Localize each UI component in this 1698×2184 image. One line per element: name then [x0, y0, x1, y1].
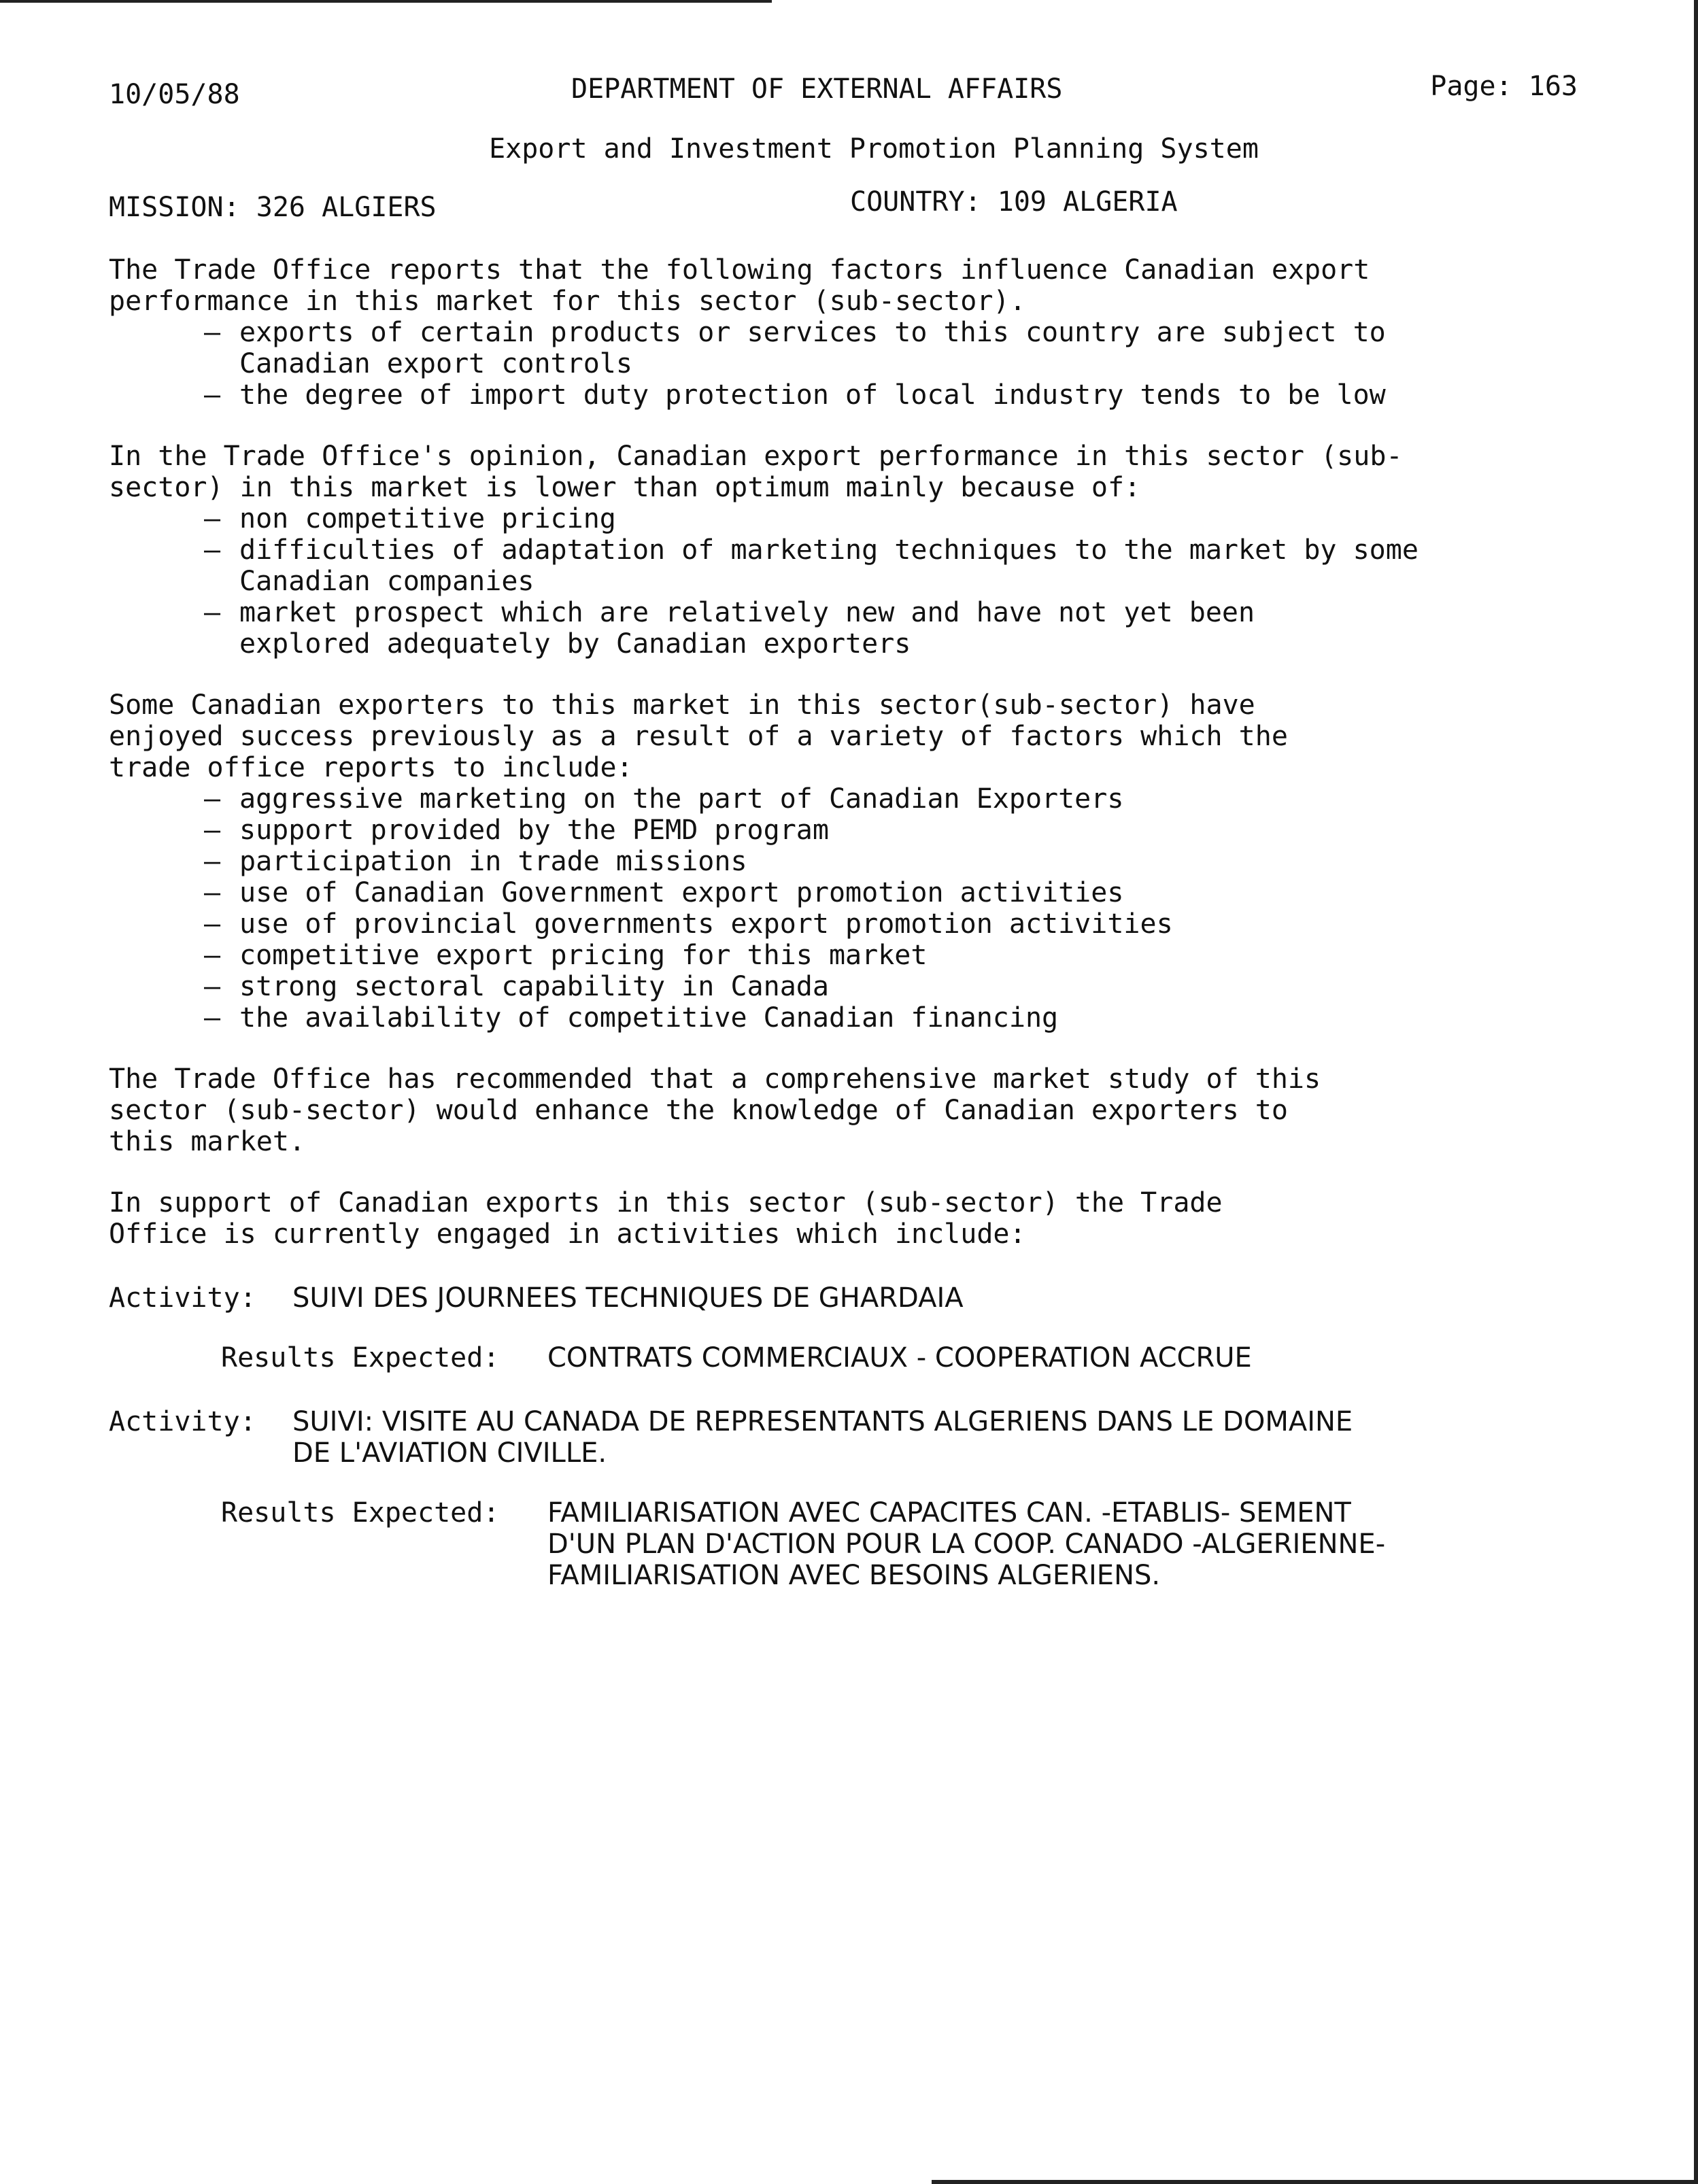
support-intro: In support of Canadian exports in this sector (sub-sector) the Trade Office is currently engaged in activities which include:: [109, 1187, 1223, 1250]
list-item: – strong sectoral capability in Canada: [204, 971, 1463, 1002]
factors-list: [109, 317, 1578, 411]
list-item: – the degree of import duty protection of local industry tends to be low: [204, 379, 1463, 411]
activity-text: SUIVI DES JOURNEES TECHNIQUES DE GHARDAIA: [292, 1282, 964, 1314]
department-title: DEPARTMENT OF EXTERNAL AFFAIRS: [571, 73, 1063, 105]
results-text: CONTRATS COMMERCIAUX - COOPERATION ACCRUE: [547, 1342, 1252, 1373]
opinion-section: [109, 441, 1578, 660]
list-item: – participation in trade missions: [204, 846, 1463, 877]
mission-label: MISSION: 326 ALGIERS: [109, 192, 437, 223]
activity-row: [109, 1406, 1578, 1469]
document-page: [109, 68, 1578, 1591]
list-item: – exports of certain products or services to this country are subject to Canadian export controls: [204, 317, 1463, 379]
activity-row: [109, 1282, 1578, 1314]
list-item: – use of Canadian Government export promotion activities: [204, 877, 1463, 908]
list-item: – non competitive pricing: [204, 503, 1463, 534]
activity-entry: [109, 1282, 1578, 1373]
recommendation-section: [109, 1063, 1578, 1157]
support-section: [109, 1187, 1578, 1250]
list-item: – market prospect which are relatively new and have not yet been explored adequately by Canadian exporters: [204, 597, 1395, 660]
activity-label: Activity:: [109, 1406, 256, 1437]
results-label: Results Expected:: [221, 1497, 500, 1529]
activity-label: Activity:: [109, 1282, 256, 1314]
list-item: – support provided by the PEMD program: [204, 815, 1463, 846]
list-item: – aggressive marketing on the part of Canadian Exporters: [204, 783, 1463, 815]
document-header: [109, 68, 1578, 109]
activity-entry: [109, 1406, 1578, 1591]
report-date: 10/05/88: [109, 79, 240, 110]
success-intro: Some Canadian exporters to this market in this sector(sub-sector) have enjoyed success previously as a result of a variety of factors which the trade office reports to include:: [109, 689, 1288, 783]
scan-edge-bottom: [932, 2180, 1698, 2184]
page-number: Page: 163: [1430, 71, 1578, 102]
scan-edge-top: [0, 0, 772, 3]
list-item: – use of provincial governments export promotion activities: [204, 908, 1463, 940]
opinion-intro: In the Trade Office's opinion, Canadian export performance in this sector (sub-sector) in this market is lower than optimum mainly because of:: [109, 441, 1403, 503]
results-row: [109, 1342, 1578, 1373]
recommendation-text: The Trade Office has recommended that a comprehensive market study of this sector (sub-sector) would enhance the knowledge of Canadian exporters to this market.: [109, 1063, 1321, 1157]
results-label: Results Expected:: [221, 1342, 500, 1373]
scan-edge-right: [1694, 0, 1698, 2184]
factors-section: [109, 254, 1578, 411]
success-section: [109, 689, 1578, 1034]
activity-text: SUIVI: VISITE AU CANADA DE REPRESENTANTS ALGERIENS DANS LE DOMAINE DE L'AVIATION CIVILLE.: [292, 1406, 1353, 1469]
list-item: – difficulties of adaptation of marketing techniques to the market by some Canadian companies: [204, 534, 1463, 597]
factors-intro: The Trade Office reports that the following factors influence Canadian export performance in this market for this sector (sub-sector).: [109, 254, 1370, 317]
opinion-list: [109, 503, 1578, 660]
list-item: – the availability of competitive Canadian financing: [204, 1002, 1463, 1034]
mission-row: [109, 180, 1578, 227]
system-title: Export and Investment Promotion Planning System: [489, 133, 1259, 165]
results-text: FAMILIARISATION AVEC CAPACITES CAN. -ETABLIS- SEMENT D'UN PLAN D'ACTION POUR LA COOP. CANADO -ALGERIENNE-FAMILIARISATION AVEC BESOINS ALGERIENS.: [547, 1497, 1386, 1591]
success-list: [109, 783, 1578, 1034]
list-item: – competitive export pricing for this market: [204, 940, 1463, 971]
results-row: [109, 1497, 1578, 1591]
country-label: COUNTRY: 109 ALGERIA: [850, 186, 1178, 218]
